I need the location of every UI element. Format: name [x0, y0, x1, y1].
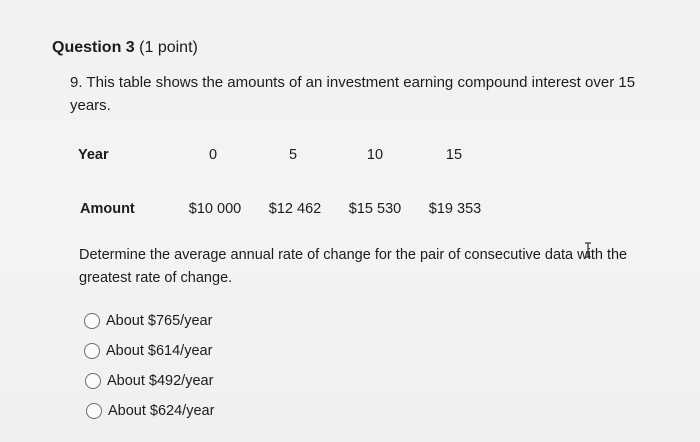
year-cell: 15 — [445, 147, 463, 163]
answer-option-label: About $624/year — [108, 403, 215, 419]
answer-option-label: About $765/year — [106, 313, 213, 329]
year-cell: 0 — [208, 147, 218, 163]
answer-option-3[interactable] — [85, 369, 213, 393]
question-instruction: Determine the average annual rate of change for the pair of consecutive data with the greatest rate of change. — [79, 247, 628, 286]
amount-cell: $12 462 — [268, 201, 322, 217]
question-header — [52, 39, 198, 57]
answer-option-4[interactable] — [86, 399, 214, 423]
question-number: Question 3 — [52, 39, 135, 56]
text-cursor-icon — [583, 242, 593, 258]
answer-option-label: About $492/year — [107, 373, 214, 389]
radio-button[interactable] — [86, 403, 102, 419]
year-cell: 10 — [366, 147, 384, 163]
question-prompt: 9. This table shows the amounts of an investment earning compound interest over 15 years. — [70, 74, 636, 114]
radio-button[interactable] — [84, 313, 100, 329]
answer-option-2[interactable] — [84, 339, 212, 363]
radio-button[interactable] — [84, 343, 100, 359]
answer-option-label: About $614/year — [106, 343, 213, 359]
amount-cell: $15 530 — [348, 201, 402, 217]
question-points: (1 point) — [139, 39, 198, 56]
answer-option-1[interactable] — [84, 309, 212, 333]
investment-table — [66, 131, 506, 235]
amount-cell: $19 353 — [428, 201, 482, 217]
radio-button[interactable] — [85, 373, 101, 389]
amount-cell: $10 000 — [188, 201, 242, 217]
amount-row-label: Amount — [80, 201, 135, 217]
year-row-label: Year — [78, 147, 109, 163]
year-cell: 5 — [288, 147, 298, 163]
